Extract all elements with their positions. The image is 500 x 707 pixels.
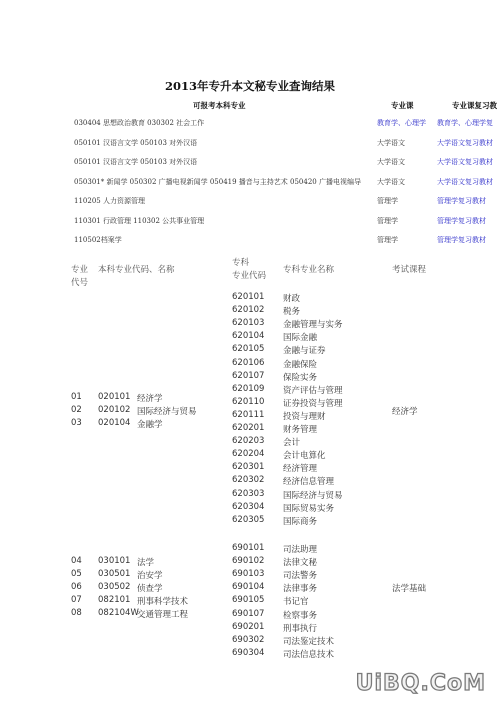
unit-code: 06 — [71, 582, 82, 593]
specialty-code: 620106 — [232, 357, 265, 368]
specialty-code: 620203 — [232, 436, 265, 447]
specialty-code: 620102 — [232, 305, 265, 316]
exam-course: 经济学 — [392, 407, 418, 417]
course-text: 管理学 — [377, 217, 398, 225]
specialty-code: 690201 — [232, 621, 265, 632]
header-unit-code: 专业 代号 — [71, 265, 89, 288]
specialty-code: 620304 — [232, 501, 265, 512]
undergrad-name: 交通管理工程 — [137, 610, 189, 621]
header-material: 专业课复习教 — [452, 101, 497, 110]
specialty-name: 国际贸易实务 — [283, 503, 335, 514]
specialty-code: 620305 — [232, 514, 265, 525]
undergrad-code: 020104 — [98, 418, 131, 429]
specialty-code: 620101 — [232, 292, 265, 302]
specialty-name: 司法鉴定技术 — [283, 636, 335, 647]
specialty-code: 620110 — [232, 396, 265, 407]
specialty-name: 经济信息管理 — [283, 477, 335, 488]
course-text: 教育学、心理学 — [377, 119, 426, 127]
undergrad-code: 020102 — [98, 405, 131, 416]
material-link[interactable]: 大学语文复习教材 — [437, 158, 493, 166]
exam-course: 法学基础 — [392, 584, 427, 594]
specialty-name: 会计电算化 — [283, 451, 326, 462]
unit-code: 07 — [71, 595, 82, 606]
specialty-name: 金融保险 — [283, 359, 318, 370]
material-link[interactable]: 大学语文复习教材 — [437, 178, 493, 186]
header-spec-code: 专科 专业代码 — [232, 258, 267, 281]
header-eligible-majors: 可报考本科专业 — [193, 101, 246, 110]
page-title: 2013年专升本文秘专业查询结果 — [164, 79, 335, 93]
undergrad-name: 治安学 — [137, 571, 163, 582]
specialty-code: 690101 — [232, 543, 265, 553]
specialty-name: 检察事务 — [283, 610, 318, 621]
undergrad-code: 082101 — [98, 595, 131, 606]
specialty-code: 620303 — [232, 488, 265, 499]
specialty-name: 国际金融 — [283, 333, 318, 344]
header-undergrad: 本科专业代码、名称 — [98, 265, 175, 275]
undergrad-code: 030502 — [98, 582, 131, 593]
specialty-code: 620105 — [232, 344, 265, 355]
specialty-name: 司法警务 — [283, 571, 318, 582]
course-text: 大学语文 — [377, 158, 405, 166]
specialty-name: 经济管理 — [283, 464, 318, 475]
specialty-name: 金融管理与实务 — [283, 320, 343, 331]
specialty-code: 690103 — [232, 569, 265, 580]
specialty-code: 620103 — [232, 318, 265, 329]
specialty-code: 690102 — [232, 556, 265, 567]
specialty-name: 会计 — [283, 438, 301, 449]
unit-code: 08 — [71, 608, 82, 619]
material-link[interactable]: 教育学、心理学复 — [437, 119, 493, 127]
specialty-name: 金融与证券 — [283, 346, 326, 357]
undergrad-name: 经济学 — [137, 394, 163, 404]
specialty-name: 保险实务 — [283, 372, 318, 383]
unit-code: 01 — [71, 392, 82, 402]
course-text: 大学语文 — [377, 178, 405, 186]
material-link[interactable]: 管理学复习教材 — [437, 197, 486, 205]
undergrad-code: 082104W — [98, 608, 139, 619]
specialty-name: 国际商务 — [283, 516, 318, 527]
eligible-majors-text: 110502档案学 — [74, 236, 122, 244]
specialty-name: 国际经济与贸易 — [283, 490, 343, 501]
header-spec-name: 专科专业名称 — [283, 265, 335, 275]
material-link[interactable]: 管理学复习教材 — [437, 217, 486, 225]
header-course: 专业课 — [391, 101, 414, 110]
eligible-majors-text: 110205 人力资源管理 — [74, 197, 145, 205]
undergrad-code: 020101 — [98, 392, 131, 402]
specialty-name: 司法助理 — [283, 545, 318, 555]
header-exam: 考试课程 — [392, 265, 427, 275]
course-text: 管理学 — [377, 236, 398, 244]
unit-code: 04 — [71, 556, 82, 566]
undergrad-name: 法学 — [137, 558, 155, 568]
specialty-name: 刑事执行 — [283, 623, 318, 634]
eligible-majors-text: 050301* 新闻学 050302 广播电视新闻学 050419 播音与主持艺术 050420 广播电视编导 — [74, 178, 361, 186]
undergrad-name: 国际经济与贸易 — [137, 407, 197, 418]
course-text: 大学语文 — [377, 139, 405, 147]
specialty-name: 法律事务 — [283, 584, 318, 595]
site-watermark: UiBQ.CoM — [355, 671, 486, 696]
specialty-name: 财政 — [283, 294, 301, 304]
eligible-majors-text: 050101 汉语言文学 050103 对外汉语 — [74, 139, 198, 147]
specialty-code: 620201 — [232, 423, 265, 433]
undergrad-name: 刑事科学技术 — [137, 597, 189, 608]
undergrad-name: 金融学 — [137, 420, 163, 431]
eligible-majors-text: 110301 行政管理 110302 公共事业管理 — [74, 217, 205, 225]
specialty-code: 620104 — [232, 331, 265, 342]
specialty-name: 书记官 — [283, 597, 309, 608]
specialty-code: 620204 — [232, 449, 265, 460]
specialty-name: 证券投资与管理 — [283, 398, 343, 409]
eligible-majors-text: 050101 汉语言文学 050103 对外汉语 — [74, 158, 198, 166]
specialty-code: 620107 — [232, 370, 265, 381]
specialty-name: 法律文秘 — [283, 558, 318, 569]
specialty-code: 620301 — [232, 462, 265, 473]
specialty-code: 690107 — [232, 608, 265, 619]
undergrad-code: 030501 — [98, 569, 131, 580]
specialty-code: 690302 — [232, 634, 265, 645]
specialty-name: 投资与理财 — [283, 411, 326, 422]
specialty-name: 税务 — [283, 307, 301, 318]
course-text: 管理学 — [377, 197, 398, 205]
specialty-code: 690104 — [232, 582, 265, 593]
specialty-code: 620302 — [232, 475, 265, 486]
specialty-name: 司法信息技术 — [283, 649, 335, 660]
specialty-name: 资产评估与管理 — [283, 385, 343, 396]
specialty-name: 财务管理 — [283, 425, 318, 435]
material-link[interactable]: 大学语文复习教材 — [437, 139, 493, 147]
eligible-majors-text: 030404 思想政治教育 030302 社会工作 — [74, 119, 205, 127]
undergrad-code: 030101 — [98, 556, 131, 566]
unit-code: 03 — [71, 418, 82, 429]
unit-code: 05 — [71, 569, 82, 580]
specialty-code: 620111 — [232, 409, 265, 420]
material-link[interactable]: 管理学复习教材 — [437, 236, 486, 244]
specialty-code: 690105 — [232, 595, 265, 606]
undergrad-name: 侦查学 — [137, 584, 163, 595]
specialty-code: 620109 — [232, 383, 265, 394]
specialty-code: 690304 — [232, 647, 265, 658]
unit-code: 02 — [71, 405, 82, 416]
